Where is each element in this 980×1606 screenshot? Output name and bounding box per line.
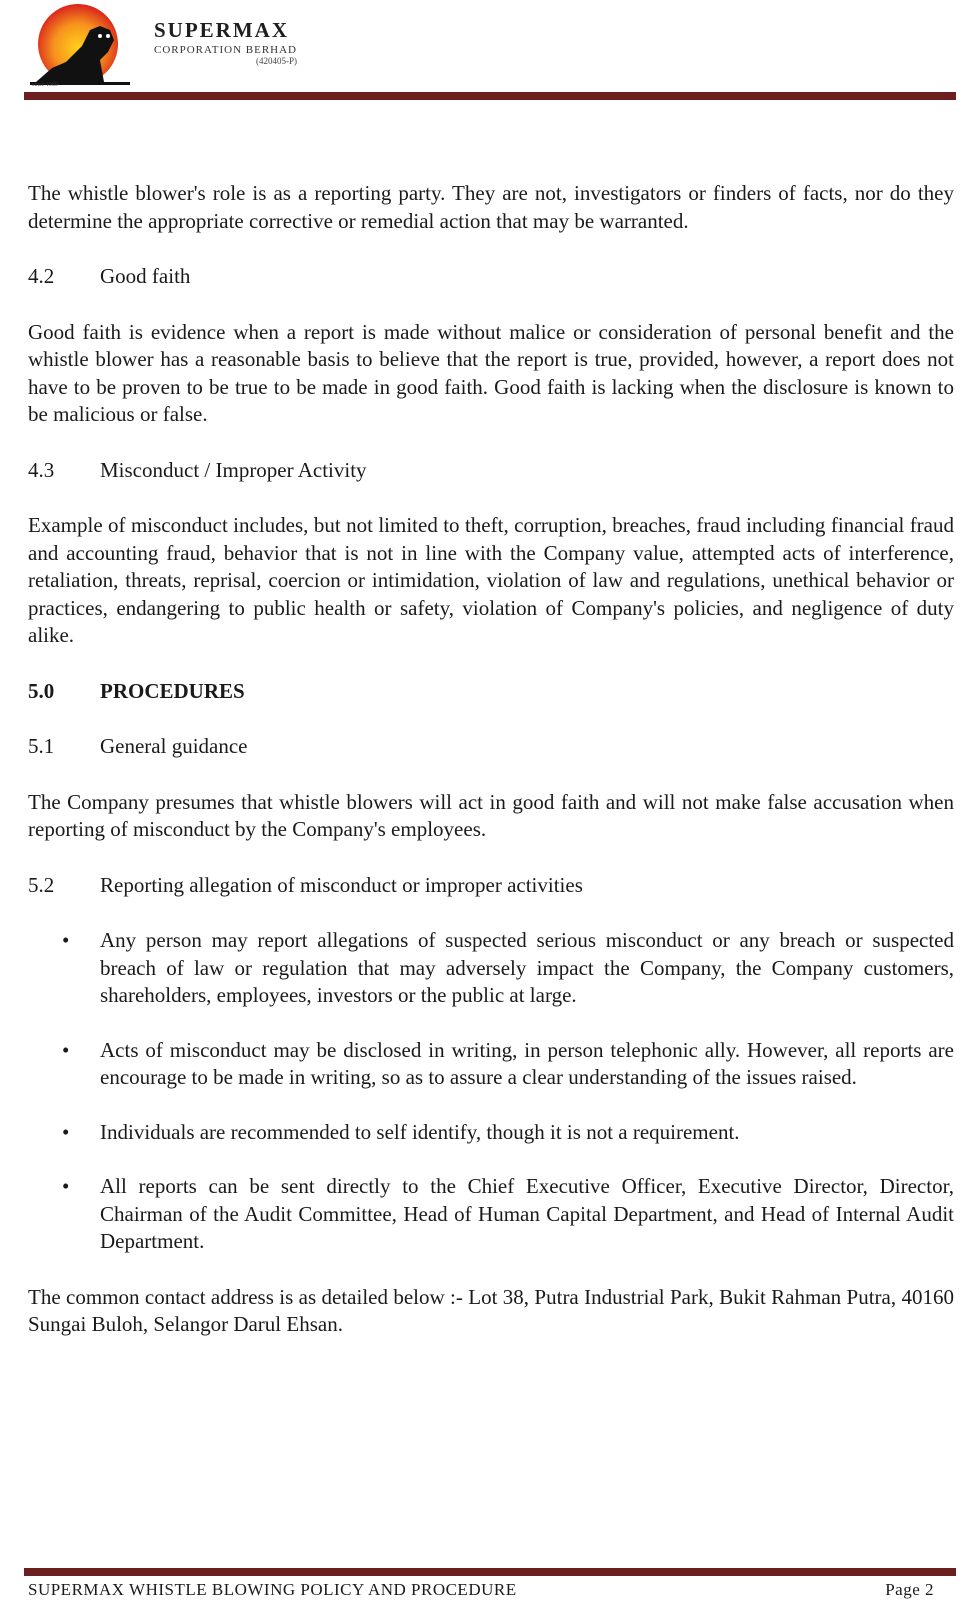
paragraph-role: The whistle blower's role is as a reporting party. They are not, investigators or finders of facts, nor do they determine the appropriate corrective or remedial action that may be warranted. xyxy=(28,181,954,233)
paragraph-general-guidance: The Company presumes that whistle blowers will act in good faith and will not make false accusation when reporting of misconduct by the Company's employees. xyxy=(28,789,954,841)
document-body xyxy=(28,180,954,1367)
company-subtitle: CORPORATION BERHAD xyxy=(154,44,297,56)
list-item-text: Individuals are recommended to self identify, though it is not a requirement. xyxy=(100,1119,740,1144)
section-title: PROCEDURES xyxy=(100,678,245,703)
section-number: 4.2 xyxy=(28,264,55,288)
header-rule xyxy=(24,92,956,100)
since-label: since 1989 xyxy=(32,82,58,88)
section-5-2-heading xyxy=(28,872,954,900)
section-number: 5.0 xyxy=(28,678,55,703)
footer-rule xyxy=(24,1568,956,1576)
list-item xyxy=(28,927,954,1010)
list-item-text: All reports can be sent directly to the Chief Executive Officer, Executive Director, Director, Chairman of the Audit Committee, Head of Human Capital Department, and Head of Internal Audit Department. xyxy=(100,1174,954,1253)
bullet-icon: • xyxy=(62,1174,70,1198)
section-4-2-heading xyxy=(28,263,954,291)
company-name: SUPERMAX xyxy=(154,18,289,42)
list-item xyxy=(28,1037,954,1092)
page-header xyxy=(24,0,956,104)
section-number: 5.1 xyxy=(28,734,55,758)
bullet-icon: • xyxy=(62,1037,70,1062)
section-4-3-heading xyxy=(28,457,954,485)
bullet-icon: • xyxy=(62,1119,70,1144)
list-item xyxy=(28,1119,954,1147)
reporting-bullet-list xyxy=(28,927,954,1256)
supermax-sun-panther-logo-icon xyxy=(30,2,130,94)
footer-title: SUPERMAX WHISTLE BLOWING POLICY AND PROCEDURE xyxy=(28,1580,517,1599)
section-number: 5.2 xyxy=(28,872,55,897)
section-title: Good faith xyxy=(100,264,191,288)
page-footer xyxy=(28,1580,934,1600)
company-registration: (420405-P) xyxy=(256,56,297,66)
paragraph-misconduct: Example of misconduct includes, but not limited to theft, corruption, breaches, fraud including financial fraud and accounting fraud, behavior that is not in line with the Company value, attempted acts of interference, retaliation, threats, reprisal, coercion or intimidation, violation of law and regulations, unethical behavior or practices, endangering to public health or safety, violation of Company's policies, and negligence of duty alike. xyxy=(28,513,954,647)
bullet-icon: • xyxy=(62,928,70,952)
section-number: 4.3 xyxy=(28,457,55,482)
section-title: Misconduct / Improper Activity xyxy=(100,457,367,482)
list-item-text: Acts of misconduct may be disclosed in writing, in person telephonic ally. However, all reports are encourage to be made in writing, so as to assure a clear understanding of the issues raised. xyxy=(100,1037,954,1089)
list-item-text: Any person may report allegations of suspected serious misconduct or any breach or suspected breach of law or regulation that may adversely impact the Company, the Company customers, shareholders, employees, investors or the public at large. xyxy=(100,928,954,1007)
section-title: Reporting allegation of misconduct or improper activities xyxy=(100,872,583,897)
paragraph-good-faith: Good faith is evidence when a report is made without malice or consideration of personal benefit and the whistle blower has a reasonable basis to believe that the report is true, provided, however, a report does not have to be proven to be true to be made in good faith. Good faith is lacking when the disclosure is known to be malicious or false. xyxy=(28,319,954,426)
section-5-0-heading xyxy=(28,678,954,706)
section-5-1-heading xyxy=(28,733,954,761)
list-item xyxy=(28,1173,954,1256)
section-title: General guidance xyxy=(100,734,248,758)
paragraph-contact-address: The common contact address is as detailed below :- Lot 38, Putra Industrial Park, Bukit Rahman Putra, 40160 Sungai Buloh, Selangor Darul Ehsan. xyxy=(28,1284,954,1336)
page-number: Page 2 xyxy=(885,1580,934,1599)
